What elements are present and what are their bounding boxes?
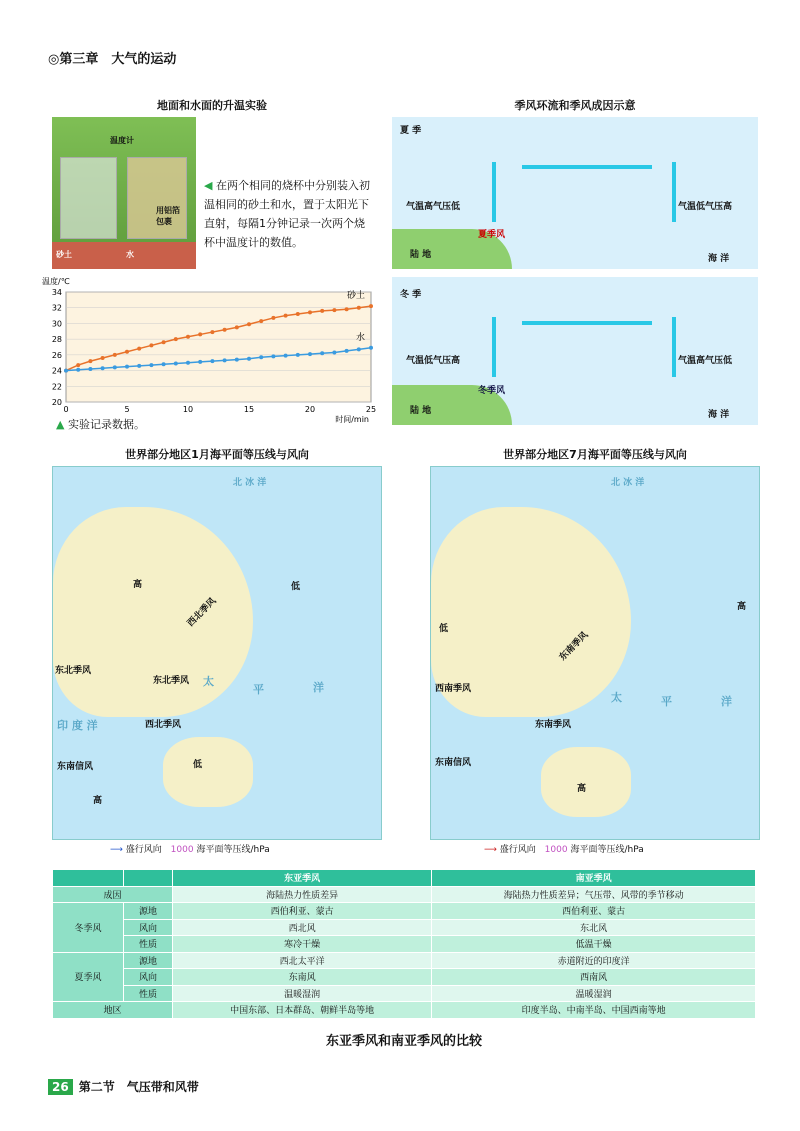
- winter-wind-label: 冬季风: [478, 386, 506, 396]
- data-point: [284, 354, 288, 358]
- data-point: [198, 360, 202, 364]
- summer-wind-label: 夏季风: [478, 230, 506, 240]
- cell: 印度半岛、中南半岛、中国西南等地: [432, 1002, 756, 1019]
- data-point: [235, 325, 239, 329]
- winter-right-pressure: 气温高气压低: [678, 356, 733, 366]
- data-point: [113, 365, 117, 369]
- cell: 中国东部、日本群岛、朝鲜半岛等地: [173, 1002, 432, 1019]
- map-label: 西南季风: [435, 684, 472, 694]
- y-tick-label: 20: [51, 398, 62, 407]
- data-point: [271, 316, 275, 320]
- temperature-chart: [40, 272, 380, 430]
- row-header: 地区: [53, 1002, 173, 1019]
- y-tick-label: 28: [51, 335, 62, 345]
- x-tick-label: 0: [63, 405, 69, 414]
- row-sub: 风向: [124, 919, 173, 936]
- map-label: 高: [133, 580, 143, 590]
- legend-wind: 盛行风向: [499, 845, 536, 855]
- data-point: [210, 359, 214, 363]
- data-point: [296, 353, 300, 357]
- summer-sea-label: 海 洋: [708, 254, 730, 264]
- table-row: [53, 952, 756, 969]
- data-point: [88, 359, 92, 363]
- map-label: 低: [439, 624, 449, 634]
- data-point: [271, 354, 275, 358]
- data-point: [113, 353, 117, 357]
- summer-left-pressure: 气温高气压低: [406, 202, 461, 212]
- rising-arrow: [492, 162, 496, 222]
- note-text: 实验记录数据。: [67, 418, 145, 431]
- y-tick-label: 24: [51, 366, 62, 376]
- jul-map-title: 世界部分地区7月海平面等压线与风向: [503, 448, 687, 461]
- cell: 海陆热力性质差异；气压带、风带的季节移动: [432, 886, 756, 903]
- row-group: 夏季风: [53, 952, 124, 1002]
- cell: 寒冷干燥: [173, 936, 432, 953]
- experiment-description: [204, 176, 370, 252]
- data-point: [186, 361, 190, 365]
- summer-land-label: 陆 地: [410, 250, 432, 260]
- col-header: 东亚季风: [173, 870, 432, 887]
- y-tick-label: 34: [51, 288, 62, 297]
- data-point: [320, 351, 324, 355]
- table-row: [53, 886, 756, 903]
- data-point: [308, 352, 312, 356]
- cell: 温暖湿润: [432, 985, 756, 1002]
- data-point: [149, 363, 153, 367]
- table-row: [53, 936, 756, 953]
- chapter-header: ◎第三章 大气的运动: [48, 52, 177, 67]
- map-label: 西北季风: [185, 596, 219, 629]
- map-label: 高: [737, 602, 747, 612]
- data-point: [223, 358, 227, 362]
- winter-panel: [392, 277, 758, 425]
- data-point: [101, 356, 105, 360]
- cell: 西伯利亚、蒙古: [173, 903, 432, 920]
- table-caption: 东亚季风和南亚季风的比较: [325, 1034, 482, 1049]
- map-label: 印 度 洋: [57, 719, 98, 732]
- cell: 西北太平洋: [173, 952, 432, 969]
- data-point: [357, 347, 361, 351]
- winter-sea-label: 海 洋: [708, 410, 730, 420]
- x-tick-label: 15: [243, 405, 255, 414]
- data-point: [247, 357, 251, 361]
- summer-right-pressure: 气温低气压高: [678, 202, 733, 212]
- table-header-row: [53, 870, 756, 887]
- data-point: [101, 366, 105, 370]
- comparison-table: [52, 869, 756, 1019]
- map-label: 洋: [313, 681, 324, 694]
- map-label: 东北季风: [55, 666, 92, 676]
- data-point: [369, 346, 373, 350]
- legend-isobar-sample: 1000: [544, 845, 568, 855]
- data-point: [259, 319, 263, 323]
- map-label: 低: [193, 760, 203, 770]
- data-point: [76, 368, 80, 372]
- cell: 赤道附近的印度洋: [432, 952, 756, 969]
- data-point: [125, 350, 129, 354]
- page-footer: [48, 1078, 199, 1095]
- experiment-title: 地面和水面的升温实验: [157, 99, 267, 112]
- map-label: 东南季风: [535, 720, 572, 730]
- map-label: 平: [661, 695, 672, 708]
- data-point: [174, 362, 178, 366]
- data-point: [137, 347, 141, 351]
- table-row: [53, 903, 756, 920]
- y-axis-label: 温度/℃: [42, 277, 70, 286]
- jan-legend: [110, 842, 270, 855]
- map-label: 东南信风: [57, 762, 94, 772]
- table-row: [53, 985, 756, 1002]
- row-group: 冬季风: [53, 903, 124, 953]
- thermometer-label: 温度计: [110, 136, 134, 145]
- col-header: 南亚季风: [432, 870, 756, 887]
- data-point: [186, 335, 190, 339]
- summer-panel: [392, 117, 758, 269]
- row-sub: 源地: [124, 903, 173, 920]
- x-tick-label: 20: [304, 405, 316, 414]
- legend-wind: 盛行风向: [125, 845, 162, 855]
- data-point: [345, 307, 349, 311]
- data-point: [332, 308, 336, 312]
- data-point: [64, 369, 68, 373]
- experiment-note: [56, 416, 145, 432]
- page-number: 26: [48, 1079, 73, 1095]
- winter-land-label: 陆 地: [410, 406, 432, 416]
- data-point: [369, 304, 373, 308]
- summer-season: 夏 季: [400, 126, 422, 136]
- data-point: [223, 328, 227, 332]
- data-point: [198, 332, 202, 336]
- x-tick-label: 5: [124, 405, 130, 414]
- x-axis-label: 时间/min: [335, 415, 369, 424]
- map-label: 西北季风: [145, 720, 182, 730]
- map-label: 高: [577, 784, 587, 794]
- description-text: 在两个相同的烧杯中分别装入初温相同的砂土和水，置于太阳光下直射，每隔1分钟记录一次两个烧杯中温度计的数值。: [204, 179, 370, 249]
- winter-season: 冬 季: [400, 290, 422, 300]
- table-row: [53, 969, 756, 986]
- cell: 东南风: [173, 969, 432, 986]
- sinking-arrow: [672, 162, 676, 222]
- data-point: [235, 358, 239, 362]
- sinking-arrow: [492, 317, 496, 377]
- triangle-icon: ◀: [204, 179, 216, 192]
- wind-arrow-icon: ⟶: [110, 845, 123, 855]
- table-row: [53, 1002, 756, 1019]
- map-label: 洋: [721, 695, 732, 708]
- foil-label: 用铝箔包裹: [156, 206, 180, 226]
- water-label: 水: [126, 250, 134, 259]
- cell: 海陆热力性质差异: [173, 886, 432, 903]
- cell: 温暖湿润: [173, 985, 432, 1002]
- map-label: 高: [93, 796, 103, 806]
- map-label: 太: [611, 691, 622, 704]
- data-point: [149, 343, 153, 347]
- data-point: [88, 367, 92, 371]
- jul-legend: [484, 842, 644, 855]
- data-point: [345, 349, 349, 353]
- sand-beaker: [60, 157, 117, 239]
- row-sub: 性质: [124, 936, 173, 953]
- wind-arrow-icon: ⟶: [484, 845, 497, 855]
- row-sub: 源地: [124, 952, 173, 969]
- data-point: [137, 364, 141, 368]
- data-point: [76, 363, 80, 367]
- data-point: [210, 330, 214, 334]
- y-tick-label: 30: [51, 319, 62, 329]
- row-sub: 风向: [124, 969, 173, 986]
- map-label: 平: [253, 683, 264, 696]
- data-point: [296, 312, 300, 316]
- row-header: 成因: [53, 886, 173, 903]
- data-point: [247, 322, 251, 326]
- cell: 西南风: [432, 969, 756, 986]
- data-point: [284, 314, 288, 318]
- upper-flow-arrow: [522, 321, 652, 325]
- map-label: 东北季风: [153, 676, 190, 686]
- map-label: 太: [203, 675, 214, 688]
- jul-map: [430, 466, 760, 840]
- jan-map-title: 世界部分地区1月海平面等压线与风向: [125, 448, 309, 461]
- data-point: [125, 365, 129, 369]
- brick-base: [52, 242, 196, 269]
- rising-arrow: [672, 317, 676, 377]
- triangle-icon: ▲: [56, 418, 68, 431]
- upper-flow-arrow: [522, 165, 652, 169]
- data-point: [259, 355, 263, 359]
- map-label: 低: [291, 582, 301, 592]
- y-tick-label: 22: [51, 382, 62, 392]
- winter-left-pressure: 气温低气压高: [406, 356, 461, 366]
- plot-area: [66, 292, 371, 402]
- data-point: [332, 351, 336, 355]
- cell: 低温干燥: [432, 936, 756, 953]
- series-label: 水: [355, 332, 365, 343]
- data-point: [357, 306, 361, 310]
- y-tick-label: 32: [51, 303, 62, 313]
- map-label: 北 冰 洋: [611, 478, 645, 488]
- data-point: [162, 340, 166, 344]
- table-row: [53, 919, 756, 936]
- x-tick-label: 10: [182, 405, 194, 414]
- y-tick-label: 26: [51, 350, 62, 360]
- legend-isobar: 海平面等压线/hPa: [196, 845, 270, 855]
- row-sub: 性质: [124, 985, 173, 1002]
- legend-isobar-sample: 1000: [170, 845, 194, 855]
- legend-isobar: 海平面等压线/hPa: [570, 845, 644, 855]
- series-label: 砂土: [346, 291, 365, 302]
- data-point: [308, 310, 312, 314]
- experiment-photo: [52, 117, 196, 269]
- map-label: 东南信风: [435, 758, 472, 768]
- cell: 西北风: [173, 919, 432, 936]
- cell: 西伯利亚、蒙古: [432, 903, 756, 920]
- sand-label: 砂土: [56, 250, 72, 259]
- map-label: 北 冰 洋: [233, 478, 267, 488]
- cell: 东北风: [432, 919, 756, 936]
- map-label: 东南季风: [557, 630, 591, 663]
- monsoon-title: 季风环流和季风成因示意: [514, 99, 636, 112]
- continent-shape: [163, 737, 253, 807]
- jan-map: [52, 466, 382, 840]
- data-point: [162, 362, 166, 366]
- data-point: [174, 337, 178, 341]
- section-title: 第二节 气压带和风带: [78, 1080, 199, 1094]
- x-tick-label: 25: [365, 405, 377, 414]
- data-point: [320, 309, 324, 313]
